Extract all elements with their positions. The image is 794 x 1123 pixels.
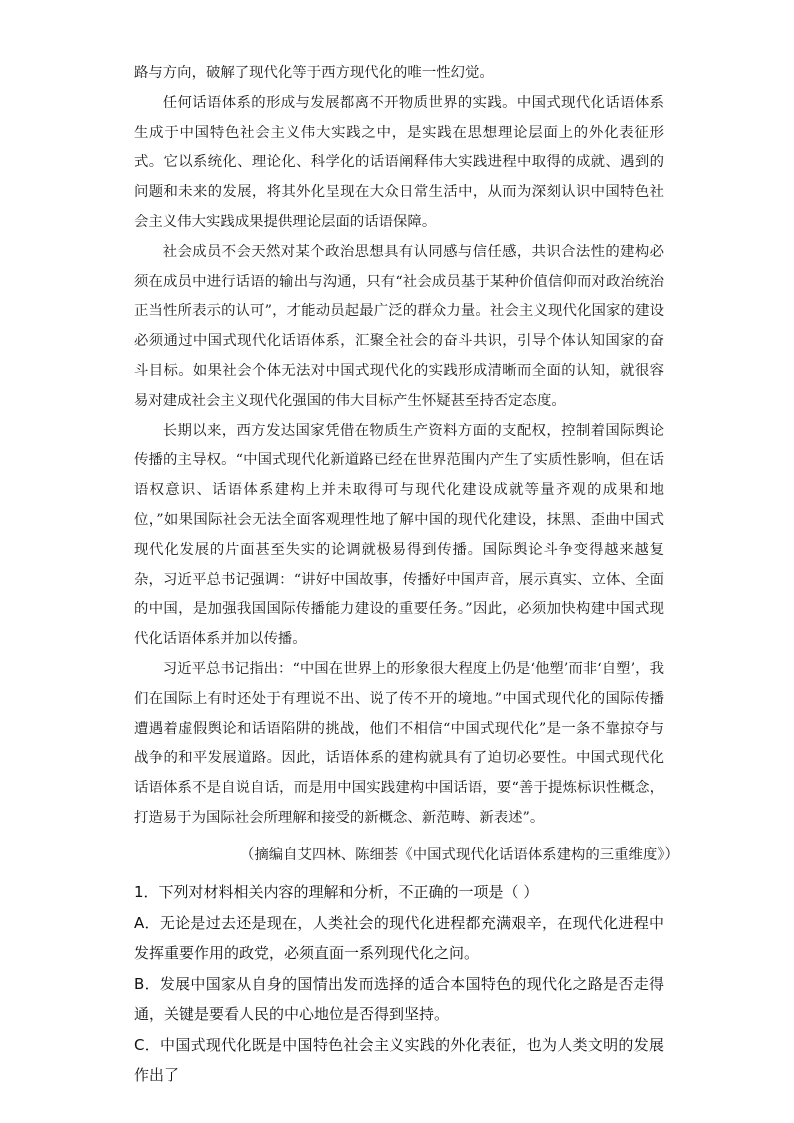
question-section xyxy=(134,877,664,1091)
passage-paragraph-2: 社会成员不会天然对某个政治思想具有认同感与信任感，共识合法性的建构必须在成员中进行话语的输出与沟通，只有“社会成员基于某种价值信仰而对政治统治正当性所表示的认可”，才能动员起最广泛的群众力量。社会主义现代化国家的建设必须通过中国式现代化话语体系，汇聚全社会的奋斗共识，引导个体认知国家的奋斗目标。如果社会个体无法对中国式现代化的实践形成清晰而全面的认知，就很容易对建成社会主义现代化强国的伟大目标产生怀疑甚至持否定态度。 xyxy=(134,243,664,409)
question-1-option-a: A．无论是过去还是现在，人类社会的现代化进程都充满艰辛，在现代化进程中发挥重要作用的政党，必须直面一系列现代化之问。 xyxy=(134,913,664,962)
passage-paragraph-0: 路与方向，破解了现代化等于西方现代化的唯一性幻觉。 xyxy=(134,65,494,81)
passage-paragraph-4: 习近平总书记指出：“中国在世界上的形象很大程度上仍是‘他塑’而非‘自塑’，我们在国际上有时还处于有理说不出、说了传不开的境地。”中国式现代化的国际传播遭遇着虚假舆论和话语陷阱的挑战，他们不相信“中国式现代化”是一条不靠掠夺与战争的和平发展道路。因此，话语体系的建构就具有了迫切必要性。中国式现代化话语体系不是自说自话，而是用中国实践建构中国话语，要“善于提炼标识性概念，打造易于为国际社会所理解和接受的新概念、新范畴、新表述”。 xyxy=(134,660,664,826)
passage-paragraph-3: 长期以来，西方发达国家凭借在物质生产资料方面的支配权，控制着国际舆论传播的主导权。“中国式现代化新道路已经在世界范围内产生了实质性影响，但在话语权意识、话语体系建构上并未取得可与现代化建设成就等量齐观的成果和地位，”如果国际社会无法全面客观理性地了解中国的现代化建设，抹黑、歪曲中国式现代化发展的片面甚至失实的论调就极易得到传播。国际舆论斗争变得越来越复杂，习近平总书记强调：“讲好中国故事，传播好中国声音，展示真实、立体、全面的中国，是加强我国国际传播能力建设的重要任务。”因此，必须加快构建中国式现代化话语体系并加以传播。 xyxy=(134,422,664,648)
passage-paragraph-1: 任何话语体系的形成与发展都离不开物质世界的实践。中国式现代化话语体系生成于中国特色社会主义伟大实践之中，是实践在思想理论层面上的外化表征形式。它以系统化、理论化、科学化的话语阐释伟大实践进程中取得的成就、遇到的问题和未来的发展，将其外化呈现在大众日常生活中，从而为深刻认识中国特色社会主义伟大实践成果提供理论层面的话语保障。 xyxy=(134,94,664,230)
reading-passage xyxy=(134,59,664,834)
question-1-option-b: B．发展中国家从自身的国情出发而选择的适合本国特色的现代化之路是否走得通，关键是要看人民的中心地位是否得到坚持。 xyxy=(134,974,664,1023)
question-1-stem: 1．下列对材料相关内容的理解和分析，不正确的一项是（ ） xyxy=(134,883,539,901)
passage-source: （摘编自艾四林、陈细荟《中国式现代化话语体系建构的三重维度》） xyxy=(240,847,679,863)
question-1-option-c: C．中国式现代化既是中国特色社会主义实践的外化表征，也为人类文明的发展作出了 xyxy=(134,1035,664,1084)
